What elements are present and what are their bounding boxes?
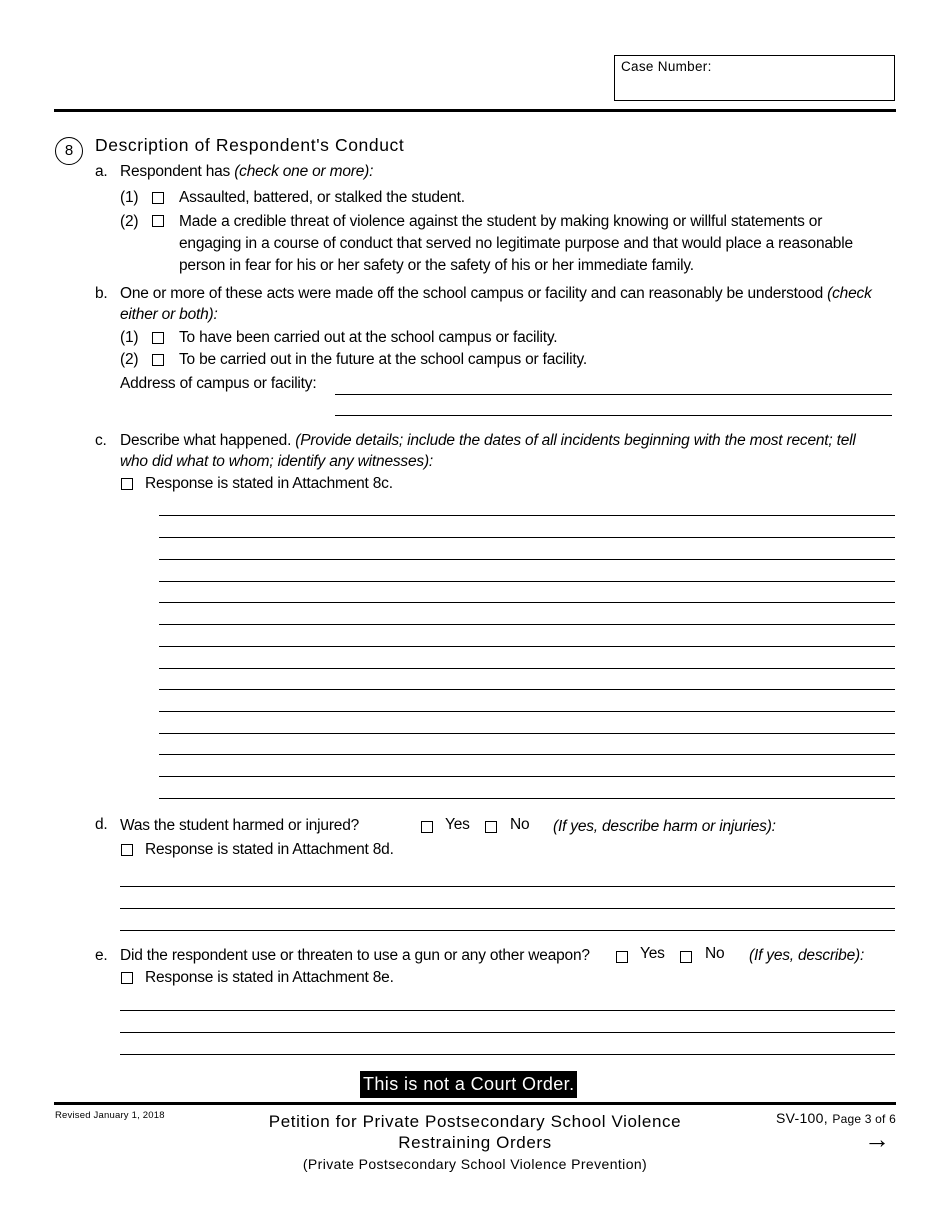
item-b1-num: (1) xyxy=(120,329,139,346)
item-e-attachment-label: Response is stated in Attachment 8e. xyxy=(145,969,394,986)
item-d-letter: d. xyxy=(95,816,108,833)
item-a1-text: Assaulted, battered, or stalked the student. xyxy=(179,189,465,206)
form-title-line2: Restraining Orders xyxy=(398,1133,552,1152)
weapon-line[interactable] xyxy=(120,1032,895,1033)
form-id: SV-100, xyxy=(776,1110,828,1126)
item-e-yes-label: Yes xyxy=(640,945,665,962)
description-line[interactable] xyxy=(159,776,895,777)
item-b2-num: (2) xyxy=(120,351,139,368)
item-a2-text-line1: Made a credible threat of violence against the student by making knowing or willful statements or xyxy=(179,213,823,230)
description-line[interactable] xyxy=(159,559,895,560)
description-line[interactable] xyxy=(159,646,895,647)
next-page-arrow-icon: → xyxy=(864,1124,890,1154)
injury-line[interactable] xyxy=(120,908,895,909)
item-d-hint: (If yes, describe harm or injuries): xyxy=(553,818,776,835)
case-number-box[interactable] xyxy=(614,55,895,101)
item-d-attachment-checkbox[interactable] xyxy=(121,844,133,856)
item-d-yes-label: Yes xyxy=(445,816,470,833)
item-e-no-checkbox[interactable] xyxy=(680,951,692,963)
item-b1-checkbox[interactable] xyxy=(152,332,164,344)
item-a-letter: a. xyxy=(95,163,108,180)
weapon-line[interactable] xyxy=(120,1054,895,1055)
form-title-line1: Petition for Private Postsecondary School Violence xyxy=(268,1112,682,1131)
description-line[interactable] xyxy=(159,537,895,538)
description-line[interactable] xyxy=(159,668,895,669)
address-line[interactable] xyxy=(335,394,892,395)
item-e-hint: (If yes, describe): xyxy=(749,947,865,964)
item-c-attachment-checkbox[interactable] xyxy=(121,478,133,490)
description-line[interactable] xyxy=(159,798,895,799)
item-a2-text-line2: engaging in a course of conduct that served no legitimate purpose and that would place a reasonable xyxy=(179,235,853,252)
item-b2-checkbox[interactable] xyxy=(152,354,164,366)
item-d-no-checkbox[interactable] xyxy=(485,821,497,833)
description-line[interactable] xyxy=(159,515,895,516)
item-e-attachment-checkbox[interactable] xyxy=(121,972,133,984)
item-c-attachment-label: Response is stated in Attachment 8c. xyxy=(145,475,393,492)
section-title: Description of Respondent's Conduct xyxy=(95,135,405,155)
description-line[interactable] xyxy=(159,689,895,690)
item-b1-text: To have been carried out at the school campus or facility. xyxy=(179,329,558,346)
item-e-prompt: Did the respondent use or threaten to use a gun or any other weapon? xyxy=(120,947,590,964)
item-c-prompt: Describe what happened. (Provide details; include the dates of all incidents beginning with the most recent; tell xyxy=(120,432,856,449)
item-b-prompt: One or more of these acts were made off the school campus or facility and can reasonably be understood (check xyxy=(120,285,872,302)
item-b-prompt-hint: either or both): xyxy=(120,306,218,323)
form-subtitle: (Private Postsecondary School Violence Prevention) xyxy=(302,1156,648,1172)
page-number: Page 3 of 6 xyxy=(832,1112,896,1126)
description-line[interactable] xyxy=(159,754,895,755)
item-a2-num: (2) xyxy=(120,213,139,230)
item-a2-checkbox[interactable] xyxy=(152,215,164,227)
item-a2-text-line3: person in fear for his or her safety or the safety of his or her immediate family. xyxy=(179,257,694,274)
injury-line[interactable] xyxy=(120,886,895,887)
not-court-order-banner: This is not a Court Order. xyxy=(360,1071,577,1098)
description-line[interactable] xyxy=(159,733,895,734)
item-d-yes-checkbox[interactable] xyxy=(421,821,433,833)
item-d-no-label: No xyxy=(510,816,530,833)
description-line[interactable] xyxy=(159,624,895,625)
item-a1-num: (1) xyxy=(120,189,139,206)
address-line[interactable] xyxy=(335,415,892,416)
item-d-prompt: Was the student harmed or injured? xyxy=(120,817,360,834)
item-b-letter: b. xyxy=(95,285,108,302)
description-line[interactable] xyxy=(159,711,895,712)
address-label: Address of campus or facility: xyxy=(120,375,317,392)
item-e-letter: e. xyxy=(95,947,108,964)
item-c-prompt-hint: who did what to whom; identify any witnesses): xyxy=(120,453,434,470)
weapon-line[interactable] xyxy=(120,1010,895,1011)
revised-date: Revised January 1, 2018 xyxy=(55,1110,165,1121)
item-b2-text: To be carried out in the future at the school campus or facility. xyxy=(179,351,588,368)
description-line[interactable] xyxy=(159,581,895,582)
case-number-label: Case Number: xyxy=(621,59,712,74)
injury-line[interactable] xyxy=(120,930,895,931)
item-e-yes-checkbox[interactable] xyxy=(616,951,628,963)
section-number: 8 xyxy=(55,137,83,165)
item-e-no-label: No xyxy=(705,945,725,962)
description-line[interactable] xyxy=(159,602,895,603)
footer-divider xyxy=(54,1102,896,1105)
item-d-attachment-label: Response is stated in Attachment 8d. xyxy=(145,841,394,858)
item-a1-checkbox[interactable] xyxy=(152,192,164,204)
item-c-letter: c. xyxy=(95,432,107,449)
header-divider xyxy=(54,109,896,112)
item-a-prompt: Respondent has (check one or more): xyxy=(120,163,374,180)
